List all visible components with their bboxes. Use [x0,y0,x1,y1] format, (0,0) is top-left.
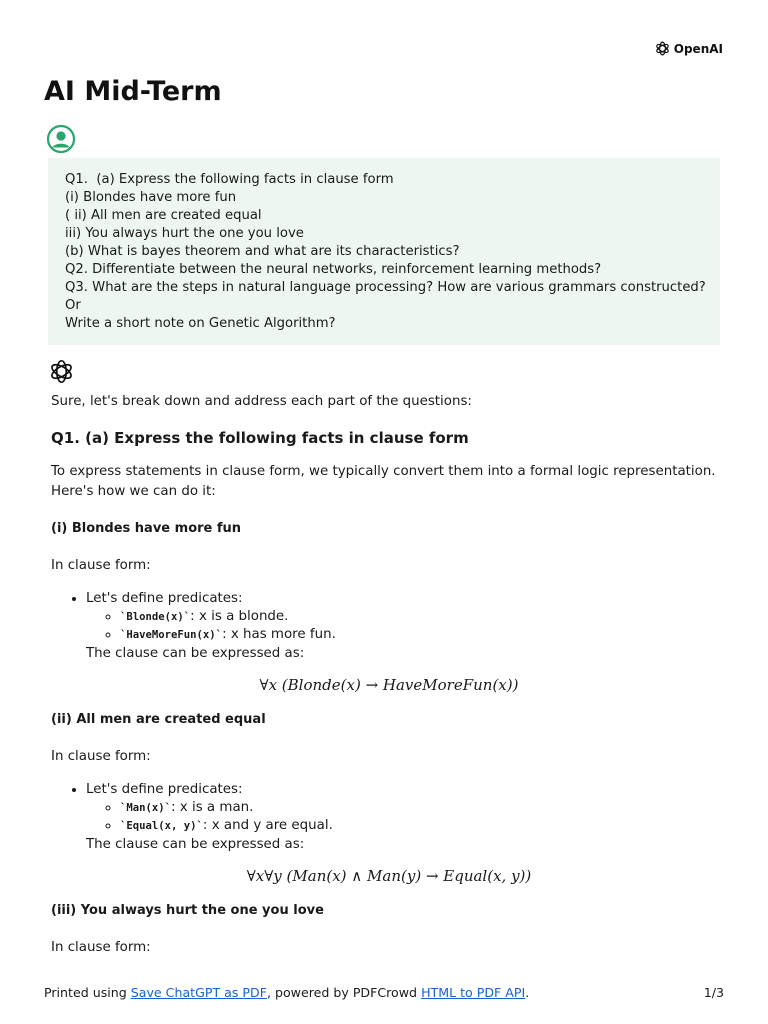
predicate-code: `Blonde(x)` [120,611,191,623]
save-chatgpt-pdf-link[interactable]: Save ChatGPT as PDF [130,985,267,1000]
list-item [120,799,727,817]
expressed-label: The clause can be expressed as: [86,646,305,661]
answer-lead: To express statements in clause form, we typically convert them into a formal logic representation. [51,464,716,479]
question-line: Q3. What are the steps in natural language processing? How are various grammars constructed? [65,280,706,295]
predicate-code: `Man(x)` [120,802,172,814]
predicate-list [51,589,727,644]
question-line: Write a short note on Genetic Algorithm? [65,316,336,331]
openai-logo-icon [654,40,671,57]
question-line: Q2. Differentiate between the neural networks, reinforcement learning methods? [65,262,602,277]
define-label: Let's define predicates: [86,591,243,606]
page-number: 1/3 [703,985,724,1000]
user-avatar-icon [46,124,76,154]
list-item [86,780,727,835]
predicate-desc: : x is a man. [171,800,254,815]
chatgpt-logo-icon [48,358,75,385]
question-line: ( ii) All men are created equal [65,208,262,223]
print-footer [44,985,724,1000]
predicate-desc: : x and y are equal. [202,818,333,833]
footer-prefix: Printed using [44,985,131,1000]
page-title: AI Mid-Term [44,76,222,107]
html-to-pdf-api-link[interactable]: HTML to PDF API [421,985,526,1000]
predicate-desc: : x has more fun. [222,627,336,642]
part-title: (iii) You always hurt the one you love [51,903,324,918]
predicate-list [51,780,727,835]
question-line: Q1. (a) Express the following facts in clause form [65,172,394,187]
answer-intro: Sure, let's break down and address each part of the questions: [51,394,472,409]
list-item [120,626,727,644]
list-item [120,608,727,626]
footer-text [44,985,529,1000]
openai-brand [654,40,723,57]
predicate-code: `Equal(x, y)` [120,820,203,832]
in-clause-label: In clause form: [51,749,151,764]
define-label: Let's define predicates: [86,782,243,797]
list-item [120,817,727,835]
brand-name: OpenAI [673,41,723,56]
answer-heading: Q1. (a) Express the following facts in clause form [51,429,469,447]
question-line: (i) Blondes have more fun [65,190,237,205]
formula: ∀x (Blonde(x) → HaveMoreFun(x)) [259,676,519,694]
in-clause-label: In clause form: [51,558,151,573]
predicate-code: `HaveMoreFun(x)` [120,629,223,641]
part-title: (ii) All men are created equal [51,712,266,727]
predicate-desc: : x is a blonde. [190,609,289,624]
question-line: iii) You always hurt the one you love [65,226,304,241]
formula: ∀x∀y (Man(x) ∧ Man(y) → Equal(x, y)) [246,867,532,885]
footer-middle: , powered by PDFCrowd [266,985,422,1000]
answer-lead: Here's how we can do it: [51,484,216,499]
user-question [48,158,720,345]
assistant-answer [51,392,727,971]
footer-suffix: . [525,985,530,1000]
expressed-label: The clause can be expressed as: [86,837,305,852]
question-line: Or [65,298,81,313]
part-title: (i) Blondes have more fun [51,521,242,536]
question-line: (b) What is bayes theorem and what are its characteristics? [65,244,460,259]
in-clause-label: In clause form: [51,940,151,955]
list-item [86,589,727,644]
